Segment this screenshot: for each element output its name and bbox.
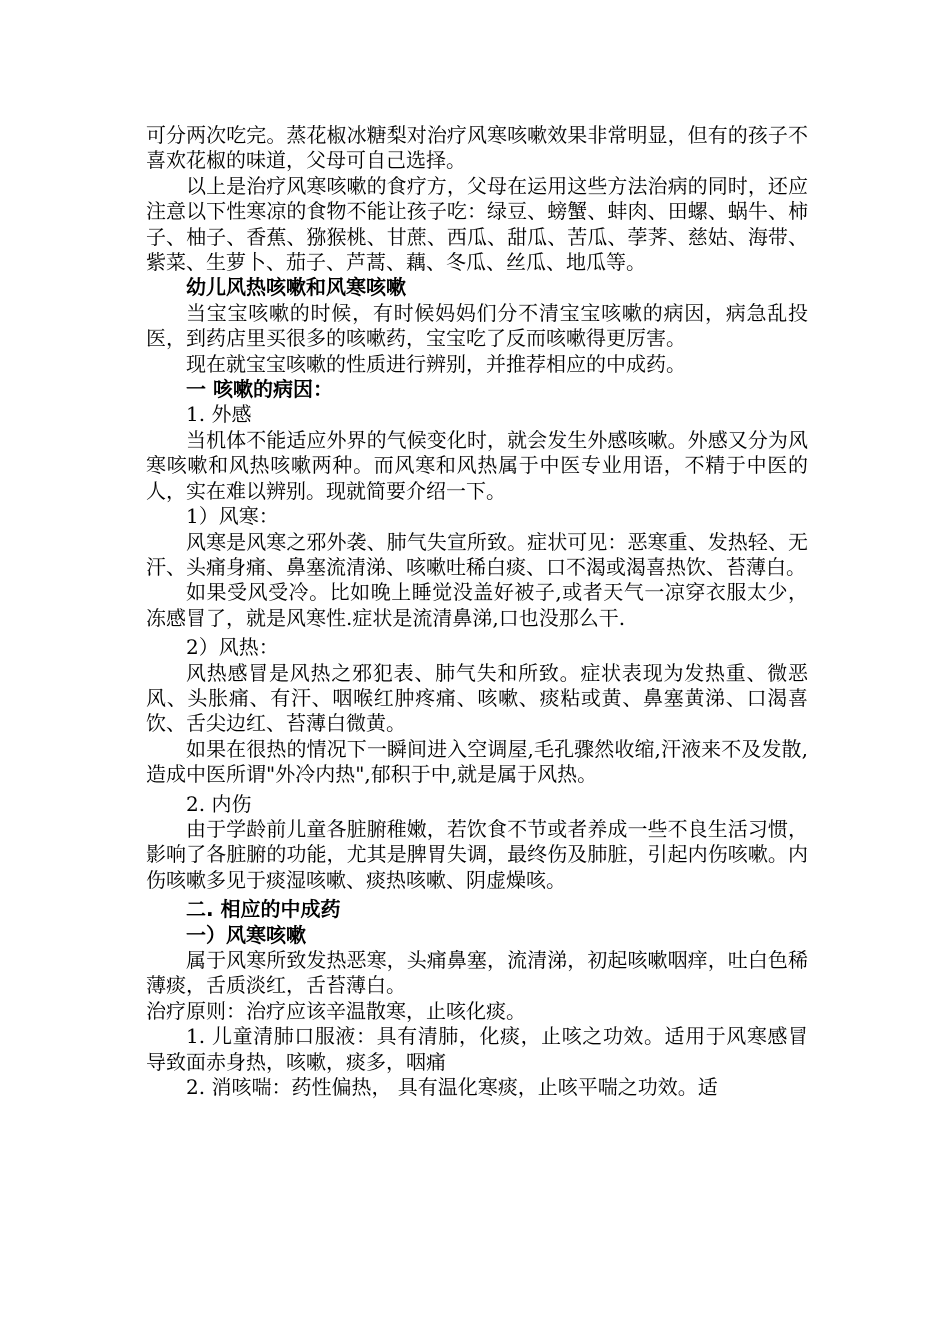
paragraph-wind-cold-symptoms: 风寒是风寒之邪外袭、肺气失宣所致。症状可见：恶寒重、发热轻、无汗、头痛身痛、鼻塞流清涕、咳嗽吐稀白痰、口不渴或渴喜热饮、苔薄白。 bbox=[146, 529, 808, 579]
paragraph-wind-cold-cough: 属于风寒所致发热恶寒，头痛鼻塞，流清涕，初起咳嗽咽痒，吐白色稀薄痰，舌质淡红，舌苔薄白。 bbox=[146, 948, 808, 998]
paragraph-identify: 现在就宝宝咳嗽的性质进行辨别，并推荐相应的中成药。 bbox=[186, 351, 686, 376]
document-page bbox=[146, 123, 808, 1100]
paragraph-wind-cold-example: 如果受风受冷。比如晚上睡觉没盖好被子,或者天气一凉穿衣服太少，冻感冒了，就是风寒性.症状是流清鼻涕,口也没那么干. bbox=[146, 580, 808, 630]
heading-medicines: 二. 相应的中成药 bbox=[186, 897, 341, 922]
paragraph-internal: 由于学龄前儿童各脏腑稚嫩，若饮食不节或者养成一些不良生活习惯，影响了各脏腑的功能，尤其是脾胃失调，最终伤及肺脏，引起内伤咳嗽。内伤咳嗽多见于痰湿咳嗽、痰热咳嗽、阴虚燥咳。 bbox=[146, 816, 808, 892]
paragraph-wind-heat-symptoms: 风热感冒是风热之邪犯表、肺气失和所致。症状表现为发热重、微恶风、头胀痛、有汗、咽喉红肿疼痛、咳嗽、痰粘或黄、鼻塞黄涕、口渴喜饮、舌尖边红、苔薄白微黄。 bbox=[146, 660, 808, 736]
paragraph-external: 当机体不能适应外界的气候变化时，就会发生外感咳嗽。外感又分为风寒咳嗽和风热咳嗽两种。而风寒和风热属于中医专业用语，不精于中医的人，实在难以辨别。现就简要介绍一下。 bbox=[146, 427, 808, 503]
paragraph-treatment-principle: 治疗原则：治疗应该辛温散寒，止咳化痰。 bbox=[146, 998, 526, 1023]
list-item-medicine-1: 1. 儿童清肺口服液：具有清肺，化痰，止咳之功效。适用于风寒感冒导致面赤身热，咳嗽，痰多，咽痛 bbox=[146, 1024, 808, 1074]
paragraph-wind-heat-example: 如果在很热的情况下一瞬间进入空调屋,毛孔骤然收缩,汗液来不及发散,造成中医所谓"外冷内热",郁积于中,就是属于风热。 bbox=[146, 736, 808, 787]
section-title-cough-types: 幼儿风热咳嗽和风寒咳嗽 bbox=[186, 275, 406, 300]
paragraph-cold-foods: 以上是治疗风寒咳嗽的食疗方，父母在运用这些方法治病的同时，还应注意以下性寒凉的食物不能让孩子吃：绿豆、螃蟹、蚌肉、田螺、蜗牛、柿子、柚子、香蕉、猕猴桃、甘蔗、西瓜、甜瓜、苦瓜、荸荠、慈姑、海带、紫菜、生萝卜、茄子、芦蒿、藕、冬瓜、丝瓜、地瓜等。 bbox=[146, 173, 808, 275]
subheading-external: 1. 外感 bbox=[186, 402, 252, 427]
subheading-wind-heat: 2）风热： bbox=[186, 635, 279, 660]
subheading-wind-cold-cough: 一）风寒咳嗽 bbox=[186, 922, 306, 947]
subheading-internal: 2. 内伤 bbox=[186, 791, 252, 816]
list-item-medicine-2: 2. 消咳喘：药性偏热， 具有温化寒痰，止咳平喘之功效。适 bbox=[186, 1075, 718, 1100]
paragraph-diet-ending: 可分两次吃完。蒸花椒冰糖梨对治疗风寒咳嗽效果非常明显，但有的孩子不喜欢花椒的味道，父母可自己选择。 bbox=[146, 123, 808, 173]
paragraph-intro: 当宝宝咳嗽的时候，有时候妈妈们分不清宝宝咳嗽的病因，病急乱投医，到药店里买很多的咳嗽药，宝宝吃了反而咳嗽得更厉害。 bbox=[146, 300, 808, 351]
heading-causes: 一 咳嗽的病因： bbox=[186, 377, 333, 402]
subheading-wind-cold: 1）风寒： bbox=[186, 504, 279, 529]
